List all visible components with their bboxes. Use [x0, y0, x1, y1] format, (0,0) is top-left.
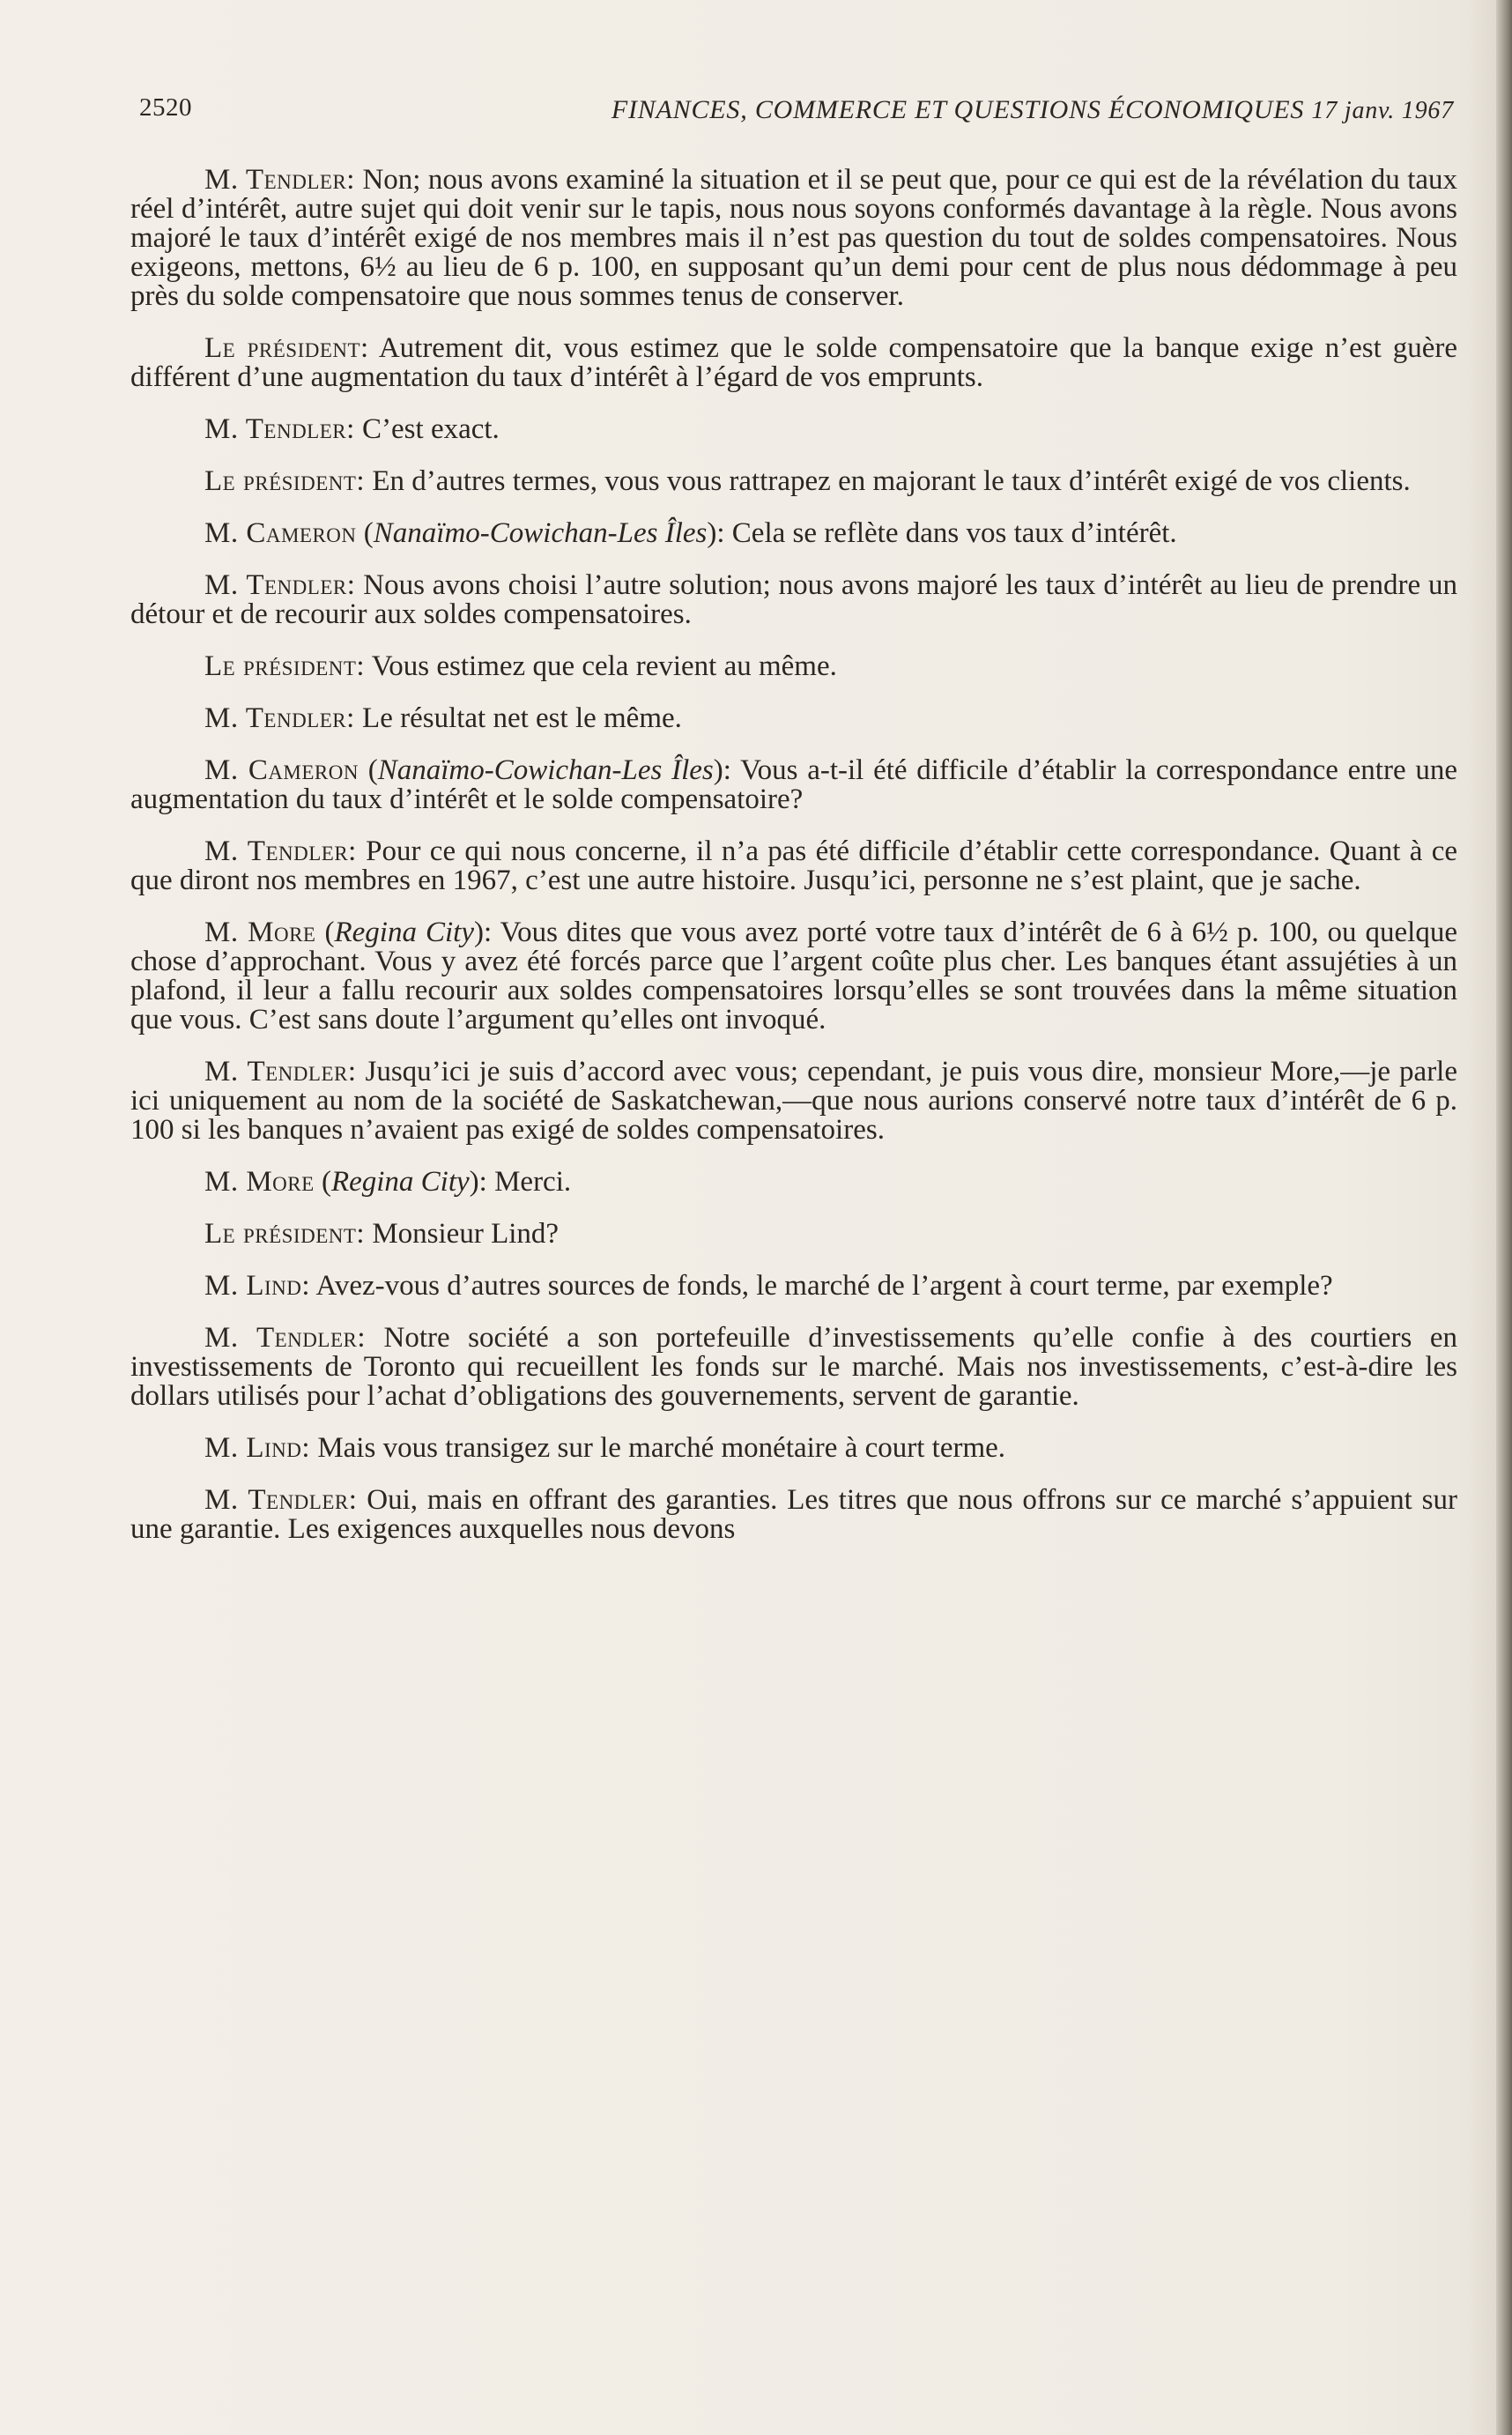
speaker-name: M. Tendler:	[204, 835, 357, 867]
speaker-name: M. Lind:	[204, 1432, 311, 1464]
speaker-name: M. Tendler:	[204, 164, 355, 196]
paragraph-text: Monsieur Lind?	[372, 1218, 560, 1250]
paragraph-text: Jusqu’ici je suis d’accord avec vous; cependant, je puis vous dire, monsieur More,—je parle ici uniquement au nom de la société de Saskatchewan,—que nous aurions conservé notre taux d’intérêt de 6 p. 100 si les banques n’avaient pas exigé de soldes compensatoires.	[130, 1056, 1457, 1146]
speaker-riding: Nanaïmo-Cowichan-Les Îles	[377, 754, 714, 786]
speaker-riding: Regina City	[334, 917, 474, 948]
paragraph-text: C’est exact.	[362, 413, 500, 445]
paragraph-text: Vous estimez que cela revient au même.	[371, 650, 837, 682]
transcript-paragraph: M. Cameron (Nanaïmo-Cowichan-Les Îles): Vous a-t-il été difficile d’établir la correspondance entre une augmentation du taux d’intérêt et le solde compensatoire?	[130, 754, 1457, 815]
paragraph-text: Avez-vous d’autres sources de fonds, le marché de l’argent à court terme, par exemple?	[315, 1270, 1333, 1302]
speaker-name: Le président:	[204, 650, 366, 682]
paragraph-text: Nous avons choisi l’autre solution; nous avons majoré les taux d’intérêt au lieu de prendre un détour et de recourir aux soldes compensatoires.	[130, 569, 1457, 630]
speaker-name: M. Cameron	[204, 754, 359, 786]
speaker-name: M. Tendler:	[204, 1322, 367, 1354]
paragraph-text: Mais vous transigez sur le marché monétaire à court terme.	[317, 1432, 1006, 1464]
transcript-paragraph	[130, 415, 1457, 444]
speaker-name: Le président:	[204, 465, 366, 497]
page-binding-edge	[1496, 0, 1512, 2435]
transcript-paragraph	[130, 1058, 1457, 1145]
transcript-paragraph	[130, 467, 1457, 496]
speaker-name: Le président:	[204, 332, 369, 364]
speaker-name: M. Tendler:	[204, 413, 355, 445]
transcript-paragraph	[130, 652, 1457, 681]
speaker-name: M. Tendler:	[204, 1056, 357, 1088]
transcript-body	[130, 166, 1457, 1567]
running-title-date: 17 janv. 1967	[1311, 97, 1454, 124]
speaker-name: M. More	[204, 1166, 315, 1198]
transcript-paragraph	[130, 1272, 1457, 1301]
paragraph-text: Autrement dit, vous estimez que le solde compensatoire que la banque exige n’est guère différent d’une augmentation du taux d’intérêt à l’égard de vos emprunts.	[130, 332, 1457, 393]
paragraph-text: Cela se reflète dans vos taux d’intérêt.	[731, 517, 1177, 549]
transcript-paragraph: M. More (Regina City): Merci.	[204, 1166, 572, 1198]
transcript-paragraph	[130, 334, 1457, 392]
paragraph-text: Vous dites que vous avez porté votre taux d’intérêt de 6 à 6½ p. 100, ou quelque chose d’approchant. Vous y avez été forcés parce que l’argent coûte plus cher. Les banques étant assujéties à un plafond, il leur a fallu recourir aux soldes compensatoires lorsqu’elles se sont trouvées dans la même situation que vous. C’est sans doute l’argument qu’elles ont invoqué.	[130, 917, 1457, 1036]
running-header	[132, 93, 1454, 137]
transcript-paragraph	[130, 1220, 1457, 1249]
speaker-name: M. More	[204, 917, 316, 948]
transcript-paragraph	[130, 704, 1457, 733]
speaker-name: M. Cameron	[204, 517, 357, 549]
transcript-paragraph	[130, 166, 1457, 311]
transcript-paragraph	[130, 1486, 1457, 1544]
paragraph-text: Non; nous avons examiné la situation et il se peut que, pour ce qui est de la révélation du taux réel d’intérêt, autre sujet qui doit venir sur le tapis, nous nous soyons conformés davantage à la règle. Nous avons majoré le taux d’intérêt exigé de nos membres mais il n’est pas question du tout de soldes compensatoires. Nous exigeons, mettons, 6½ au lieu de 6 p. 100, en supposant qu’un demi pour cent de plus nous dédommage à peu près du solde compensatoire que nous sommes tenus de conserver.	[130, 164, 1458, 312]
running-title	[611, 95, 1454, 125]
paragraph-text: Pour ce qui nous concerne, il n’a pas été difficile d’établir cette correspondance. Quant à ce que diront nos membres en 1967, c’est une autre histoire. Jusqu’ici, personne ne s’est plaint, que je sache.	[130, 835, 1458, 896]
speaker-name: M. Tendler:	[204, 1484, 358, 1516]
speaker-riding: Regina City	[330, 1166, 470, 1198]
speaker-name: Le président:	[204, 1218, 366, 1250]
transcript-paragraph	[130, 837, 1457, 895]
paragraph-text: Oui, mais en offrant des garanties. Les titres que nous offrons sur ce marché s’appuient sur une garantie. Les exigences auxquelles nous devons	[130, 1484, 1457, 1545]
speaker-name: M. Tendler:	[204, 702, 355, 734]
running-title-text: FINANCES, COMMERCE ET QUESTIONS ÉCONOMIQUES	[611, 95, 1305, 124]
speaker-name: M. Tendler:	[204, 569, 356, 601]
transcript-paragraph: M. Cameron (Nanaïmo-Cowichan-Les Îles): Cela se reflète dans vos taux d’intérêt.	[204, 517, 1177, 549]
paragraph-text: Le résultat net est le même.	[362, 702, 682, 734]
transcript-paragraph	[130, 1324, 1457, 1411]
transcript-paragraph	[130, 571, 1457, 629]
page-number: 2520	[139, 93, 192, 122]
paragraph-text: Notre société a son portefeuille d’investissements qu’elle confie à des courtiers en investissements de Toronto qui recueillent les fonds sur le marché. Mais nos investissements, c’est-à-dire les dollars utilisés pour l’achat d’obligations des gouvernements, servent de garantie.	[130, 1322, 1458, 1412]
speaker-name: M. Lind:	[204, 1270, 311, 1302]
paragraph-text: Vous a-t-il été difficile d’établir la correspondance entre une augmentation du taux d’intérêt et le solde compensatoire?	[130, 754, 1457, 815]
paragraph-text: En d’autres termes, vous vous rattrapez en majorant le taux d’intérêt exigé de vos clients.	[372, 465, 1411, 497]
paragraph-text: Merci.	[494, 1166, 572, 1198]
transcript-paragraph	[130, 1434, 1457, 1463]
transcript-paragraph: M. More (Regina City): Vous dites que vous avez porté votre taux d’intérêt de 6 à 6½ p. 100, ou quelque chose d’approchant. Vous y avez été forcés parce que l’argent coûte plus cher. Les banques étant assujéties à un plafond, il leur a fallu recourir aux soldes compensatoires lorsqu’elles se sont trouvées dans la même situation que vous. C’est sans doute l’argument qu’elles ont invoqué.	[130, 917, 1457, 1036]
speaker-riding: Nanaïmo-Cowichan-Les Îles	[373, 517, 708, 549]
